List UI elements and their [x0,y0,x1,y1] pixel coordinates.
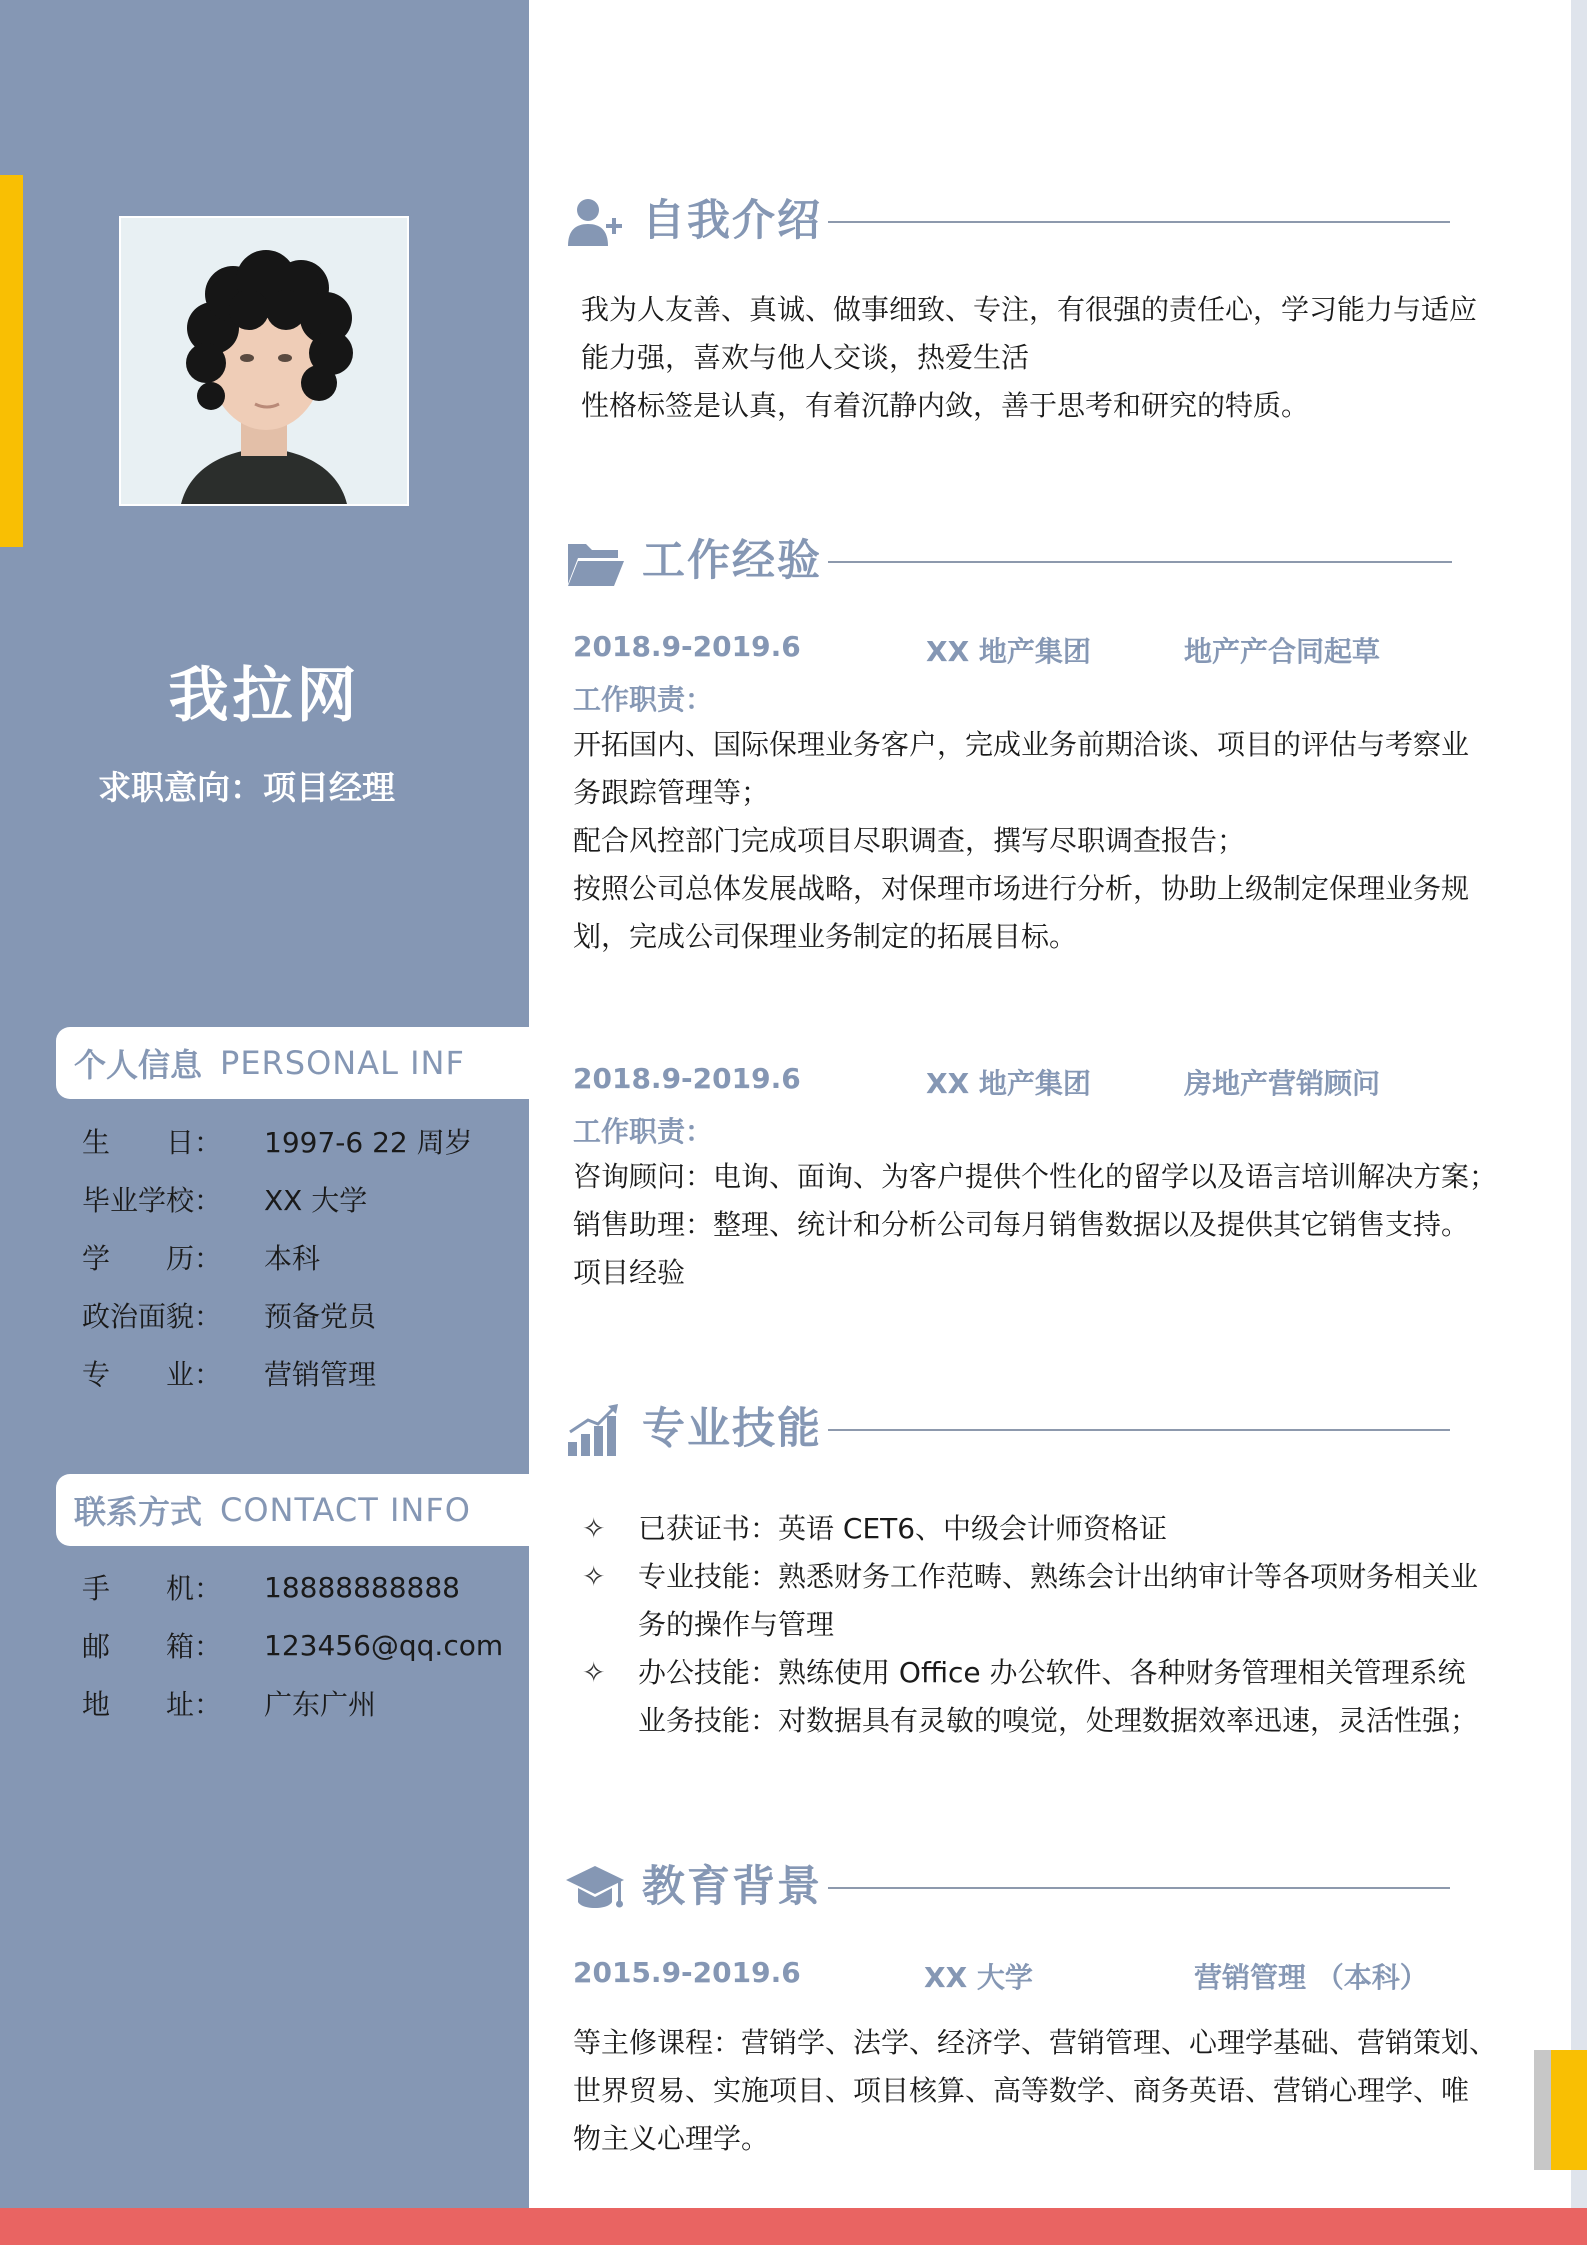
course-line: 等主修课程：营销学、法学、经济学、营销管理、心理学基础、营销策划、 [573,2026,1498,2059]
job-company: XX 地产集团 [926,635,1091,668]
duty-line: 项目经验 [573,1256,686,1289]
education-period: 2015.9-2019.6 [573,1956,801,1989]
info-label: 专 业： [82,1358,223,1391]
graduation-cap-icon [566,1860,624,1918]
course-line: 世界贸易、实施项目、项目核算、高等数学、商务英语、营销心理学、唯 [573,2074,1470,2107]
section-divider [828,1887,1450,1889]
section-header-work [566,526,1486,596]
contact-row-address [82,1683,376,1723]
personal-info-header [56,1027,529,1099]
course-line: 物主义心理学。 [573,2122,770,2155]
job-intent-value: 项目经理 [263,768,395,807]
candidate-name: 我拉网 [168,661,361,731]
personal-info-title-en: PERSONAL INF [220,1044,465,1082]
info-label: 生 日： [82,1126,223,1159]
info-label: 毕业学校： [82,1184,223,1217]
bottom-bar [0,2208,1587,2245]
job-period: 2018.9-2019.6 [573,630,801,663]
job-role: 房地产营销顾问 [1184,1067,1381,1100]
info-label: 学 历： [82,1242,223,1275]
contact-label: 地 址： [82,1688,223,1721]
job-period: 2018.9-2019.6 [573,1062,801,1095]
bullet-sparkle-icon: ✧ [582,1656,606,1689]
duty-line: 按照公司总体发展战略，对保理市场进行分析，协助上级制定保理业务规 [573,872,1470,905]
section-title-education: 教育背景 [642,1862,822,1912]
education-major: 营销管理 （本科） [1194,1961,1428,1994]
info-row-political [82,1295,376,1335]
job-intent [98,762,395,809]
job-duties [573,721,1469,961]
duty-line: 配合风控部门完成项目尽职调查，撰写尽职调查报告； [573,824,1246,857]
info-row-birthday [82,1121,473,1161]
skill-line: 专业技能：熟悉财务工作范畴、熟练会计出纳审计等各项财务相关业 [638,1560,1479,1593]
job-company: XX 地产集团 [926,1067,1091,1100]
info-row-school [82,1179,367,1219]
accent-bar-left [0,175,23,547]
avatar-illustration [121,218,407,504]
section-title-work: 工作经验 [642,536,822,586]
duty-line: 销售助理：整理、统计和分析公司每月销售数据以及提供其它销售支持。 [573,1208,1470,1241]
section-divider [828,561,1452,563]
contact-label: 手 机： [82,1572,223,1605]
skill-line: 已获证书：英语 CET6、中级会计师资格证 [638,1512,1168,1545]
info-value: 营销管理 [264,1358,377,1391]
duty-line: 开拓国内、国际保理业务客户，完成业务前期洽谈、项目的评估与考察业 [573,728,1470,761]
skill-line: 务的操作与管理 [638,1608,835,1641]
folder-icon [566,534,624,592]
contact-row-phone [82,1567,460,1607]
section-header-education [566,1852,1486,1922]
job-duty-label: 工作职责： [573,1115,714,1148]
info-value: 本科 [264,1242,321,1275]
section-header-skills [566,1394,1486,1464]
intro-line: 能力强，喜欢与他人交谈，热爱生活 [581,341,1030,374]
duty-line: 划，完成公司保理业务制定的拓展目标。 [573,920,1078,953]
personal-info-title-cn: 个人信息 [74,1046,203,1084]
skill-line: 办公技能：熟练使用 Office 办公软件、各种财务管理相关管理系统 [638,1656,1466,1689]
section-title-skills: 专业技能 [642,1404,822,1454]
contact-value: 广东广州 [264,1688,377,1721]
intro-line: 我为人友善、真诚、做事细致、专注，有很强的责任心，学习能力与适应 [581,293,1478,326]
section-title-intro: 自我介绍 [642,196,822,246]
contact-row-email [82,1625,503,1665]
contact-info-header [56,1474,529,1546]
section-divider [828,221,1450,223]
contact-value: 123456@qq.com [264,1628,504,1662]
job-role: 地产产合同起草 [1184,635,1381,668]
accent-bar-right-yellow [1551,2050,1587,2170]
contact-label: 邮 箱： [82,1630,223,1663]
duty-line: 务跟踪管理等； [573,776,770,809]
info-value: 1997-6 22 周岁 [264,1126,473,1159]
info-value: XX 大学 [264,1184,368,1217]
job-duties [573,1153,1497,1297]
add-user-icon [566,194,624,252]
contact-info-title-en: CONTACT INFO [220,1491,471,1529]
bullet-sparkle-icon: ✧ [582,1512,606,1545]
contact-value: 18888888888 [264,1570,460,1604]
right-edge-strip [1571,0,1587,2208]
info-label: 政治面貌： [82,1300,223,1333]
section-header-intro [566,186,1486,256]
education-school: XX 大学 [924,1961,1033,1994]
job-intent-label: 求职意向： [98,768,263,807]
education-courses [573,2019,1497,2163]
accent-bar-right-grey [1534,2050,1551,2170]
info-value: 预备党员 [264,1300,377,1333]
job-duty-label: 工作职责： [573,683,714,716]
info-row-degree [82,1237,320,1277]
contact-info-title-cn: 联系方式 [74,1493,203,1531]
intro-line: 性格标签是认真，有着沉静内敛，善于思考和研究的特质。 [581,389,1310,422]
intro-text [581,286,1477,430]
growth-chart-icon [566,1402,624,1460]
profile-photo [119,216,409,506]
bullet-sparkle-icon: ✧ [582,1560,606,1593]
duty-line: 咨询顾问：电询、面询、为客户提供个性化的留学以及语言培训解决方案； [573,1160,1498,1193]
skill-line: 业务技能：对数据具有灵敏的嗅觉，处理数据效率迅速，灵活性强； [638,1704,1479,1737]
info-row-major [82,1353,376,1393]
section-divider [828,1429,1450,1431]
